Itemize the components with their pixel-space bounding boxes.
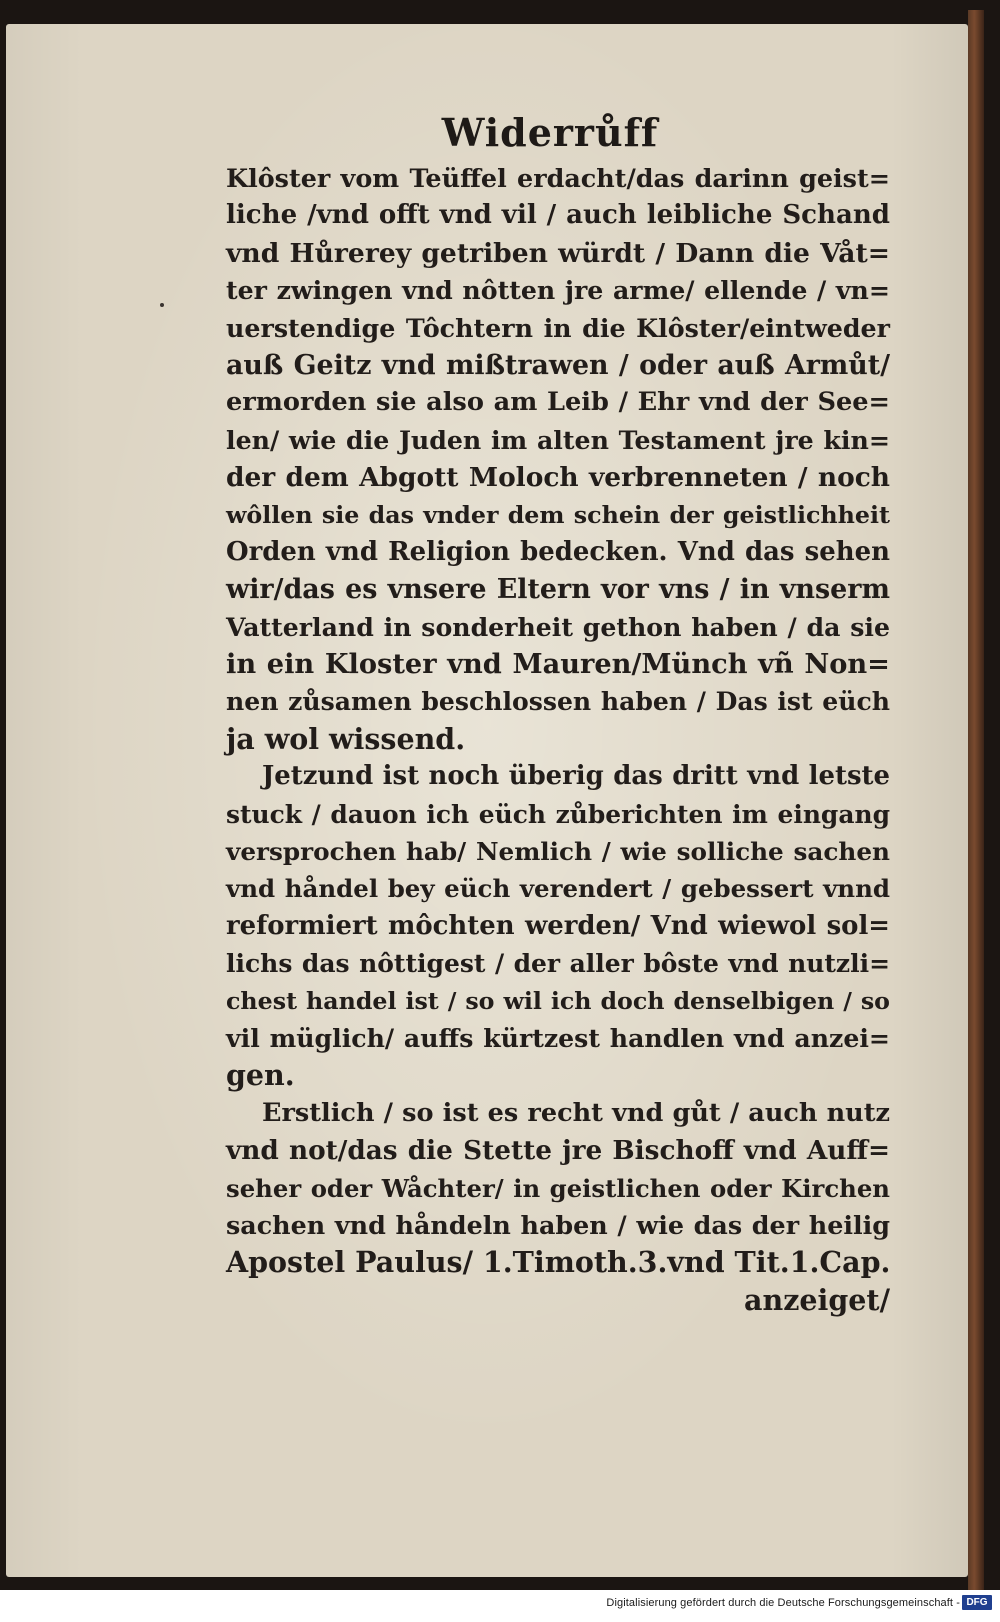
text-line: der dem Abgott Moloch verbrenneten / noch (226, 462, 890, 494)
text-line: lichs das nôttigest / der aller bôste vnd nutzli= (226, 949, 890, 979)
text-line: sachen vnd håndeln haben / wie das der heilig (226, 1209, 890, 1240)
text-line: in ein Kloster vnd Mauren/Münch vñ Non= (226, 648, 890, 681)
text-line: seher oder Wåchter/ in geistlichen oder Kirchen (226, 1173, 890, 1203)
text-line: stuck / dauon ich eüch zůberichten im eingang (226, 799, 890, 829)
text-line: chest handel ist / so wil ich doch denselbigen / so (226, 986, 890, 1015)
catchword: anzeiget/ (744, 1282, 890, 1317)
text-line: wôllen sie das vnder dem schein der geistlichheit (226, 500, 890, 529)
text-line: Vatterland in sonderheit gethon haben / da sie (226, 611, 890, 642)
text-line: Apostel Paulus/ 1.Timoth.3.vnd Tit.1.Cap. (226, 1245, 891, 1280)
text-line: reformiert môchten werden/ Vnd wiewol sol= (226, 910, 890, 941)
dfg-logo: DFG (962, 1595, 992, 1610)
text-line: wir/das es vnsere Eltern vor vns / in vnserm (226, 574, 890, 606)
text-line: liche /vnd offt vnd vil / auch leibliche Schand (226, 200, 890, 231)
text-line: Orden vnd Religion bedecken. Vnd das sehen (226, 536, 890, 567)
text-line: len/ wie die Juden im alten Testament jre kin= (226, 424, 890, 455)
text-line: vnd not/das die Stette jre Bischoff vnd Auff= (226, 1135, 890, 1167)
funding-credit: Digitalisierung gefördert durch die Deutsche Forschungsgemeinschaft - (606, 1597, 960, 1609)
text-line: ter zwingen vnd nôtten jre arme/ ellende / vn= (226, 275, 890, 306)
text-line: gen. (226, 1058, 295, 1093)
book-fore-edge (968, 10, 984, 1600)
body-text (226, 160, 890, 1319)
text-line: vnd håndel bey eüch verendert / gebessert vnnd (226, 874, 890, 904)
text-line: Jetzund ist noch überig das dritt vnd letste (262, 761, 890, 792)
text-line: nen zůsamen beschlossen haben / Das ist eüch (226, 686, 890, 717)
text-line: versprochen hab/ Nemlich / wie solliche sachen (226, 837, 890, 867)
text-line: auß Geitz vnd mißtrawen / oder auß Armůt/ (226, 349, 890, 381)
text-line: uerstendige Tôchtern in die Klôster/eintweder (226, 312, 890, 343)
text-line: vil müglich/ auffs kürtzest handlen vnd anzei= (226, 1022, 890, 1053)
text-line: ermorden sie also am Leib / Ehr vnd der See= (226, 387, 890, 418)
text-line: Klôster vom Teüffel erdacht/das darinn geist= (226, 163, 890, 193)
text-line: Erstlich / so ist es recht vnd gůt / auch nutz (262, 1097, 890, 1128)
running-head: Widerrůff (441, 110, 659, 155)
text-line: vnd Hůrerey getriben würdt / Dann die Våt= (226, 237, 890, 269)
ink-speck (160, 303, 164, 307)
text-line: ja wol wissend. (226, 721, 466, 756)
